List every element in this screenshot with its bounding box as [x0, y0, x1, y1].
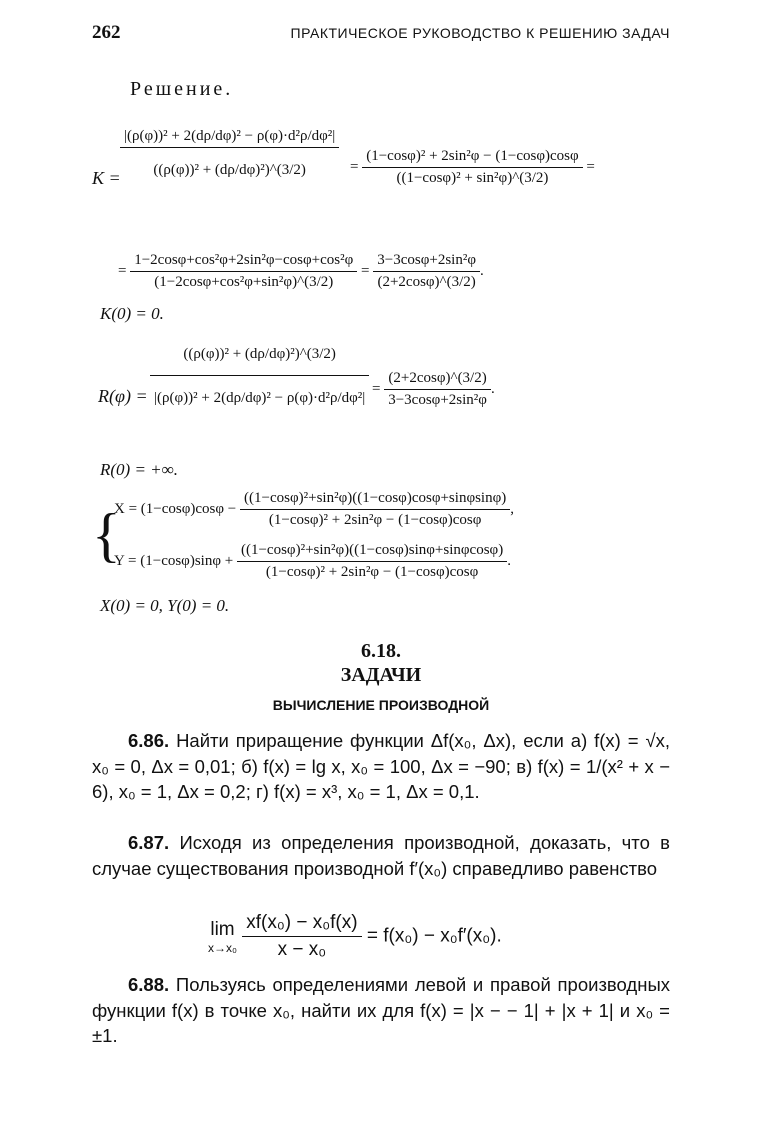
x-denominator: (1−cosφ)² + 2sin²φ − (1−cosφ)cosφ	[240, 509, 510, 529]
limit-numerator: xf(x₀) − x₀f(x)	[246, 912, 358, 933]
k-label: K =	[92, 168, 121, 188]
limit-formula	[208, 912, 502, 961]
task-6-88	[92, 972, 670, 1049]
eq-sign: =	[350, 158, 359, 175]
k-numerator-expanded: 1−2cosφ+cos²φ+2sin²φ−cosφ+cos²φ	[134, 252, 354, 268]
task-6-86-text: Найти приращение функции Δf(x₀, Δx), если а) f(x) = √x, x₀ = 0, Δx = 0,01; б) f(x) = lg x, x₀ = 100, Δx = −90; в) f(x) = 1/(x² + x − 6), x₀ = 1, Δx = 0,2; г) f(x) = x³, x₀ = 1, Δx = 0,1.	[92, 730, 670, 802]
r-denominator-general: |(ρ(φ))² + 2(dρ/dφ)² − ρ(φ)·d²ρ/dφ²|	[150, 375, 369, 407]
task-6-86	[92, 728, 670, 805]
section-title: ЗАДАЧИ	[340, 664, 422, 686]
r-fraction-general	[150, 346, 369, 407]
x-lhs: X = (1−cosφ)cosφ −	[114, 500, 237, 517]
k-fraction-specific	[350, 148, 595, 187]
limit-denominator: x − x₀	[242, 936, 361, 961]
section-subtitle: ВЫЧИСЛЕНИЕ ПРОИЗВОДНОЙ	[272, 697, 490, 713]
r-numerator-general: ((ρ(φ))² + (dρ/dφ)²)^(3/2)	[183, 346, 336, 362]
task-6-87-number: 6.87.	[128, 832, 170, 853]
task-6-87-text: Исходя из определения производной, доказать, что в случае существования производной f′(x₀) справедливо равенство	[92, 832, 671, 879]
k-denominator-final: (2+2cosφ)^(3/2)	[373, 271, 480, 291]
eq-sign: =	[586, 158, 595, 175]
r-numerator-specific: (2+2cosφ)^(3/2)	[388, 370, 487, 386]
r-label: R(φ) =	[98, 386, 148, 406]
x-numerator: ((1−cosφ)²+sin²φ)((1−cosφ)cosφ+sinφsinφ)	[244, 490, 507, 506]
y-denominator: (1−cosφ)² + 2sin²φ − (1−cosφ)cosφ	[237, 561, 507, 581]
eq-sign: =	[118, 262, 127, 279]
k-at-zero: K(0) = 0.	[100, 304, 164, 323]
k-denominator-specific: ((1−cosφ)² + sin²φ)^(3/2)	[362, 167, 582, 187]
r-at-zero: R(0) = +∞.	[100, 460, 179, 479]
eq-sign: =	[372, 380, 381, 397]
eq-sign: =	[361, 262, 370, 279]
y-lhs: Y = (1−cosφ)sinφ +	[114, 552, 234, 569]
k-numerator-final: 3−3cosφ+2sin²φ	[377, 252, 476, 268]
limit-rhs: = f(x₀) − x₀f′(x₀).	[366, 925, 502, 947]
section-number: 6.18.	[361, 640, 401, 662]
lim-word: lim	[210, 918, 235, 940]
k-denominator-expanded: (1−2cosφ+cos²φ+sin²φ)^(3/2)	[130, 271, 357, 291]
task-6-87	[92, 830, 670, 881]
x-equation: X = (1−cosφ)cosφ − $\frac{\text{((1−cosφ)²+sin²φ)((1−cosφ)cosφ+sinφsinφ)}}{\text{(1−cosφ)² + 2sin²φ − (1−cosφ)cosφ}}$ ,	[114, 490, 515, 528]
page-header	[92, 22, 670, 52]
solution-label: Решение.	[130, 78, 234, 100]
task-6-88-number: 6.88.	[128, 974, 170, 995]
lim-subscript: x→x₀	[208, 940, 237, 955]
system-brace: {	[92, 502, 121, 568]
k-fraction-general	[120, 128, 339, 179]
y-numerator: ((1−cosφ)²+sin²φ)((1−cosφ)sinφ+sinφcosφ)	[240, 542, 504, 558]
page-number: 262	[92, 22, 121, 43]
task-6-88-text: Пользуясь определениями левой и правой производных функции f(x) в точке x₀, найти их для f(x) = |x − − 1| + |x + 1| и x₀ = ±1.	[92, 974, 670, 1046]
k-denominator-general: ((ρ(φ))² + (dρ/dφ)²)^(3/2)	[120, 147, 339, 179]
k-numerator-general: |(ρ(φ))² + 2(dρ/dφ)² − ρ(φ)·d²ρ/dφ²|	[124, 128, 336, 144]
task-6-86-number: 6.86.	[128, 730, 170, 751]
r-denominator-specific: 3−3cosφ+2sin²φ	[384, 389, 491, 409]
y-equation: Y = (1−cosφ)sinφ + $\frac{\text{((1−cosφ)²+sin²φ)((1−cosφ)sinφ+sinφcosφ)}}{\text{(1−cosφ)² + 2sin²φ − (1−cosφ)cosφ}}$ .	[114, 542, 511, 580]
k-numerator-specific: (1−cosφ)² + 2sin²φ − (1−cosφ)cosφ	[366, 148, 579, 164]
running-title: ПРАКТИЧЕСКОЕ РУКОВОДСТВО К РЕШЕНИЮ ЗАДАЧ	[290, 25, 670, 41]
xy-at-zero: X(0) = 0, Y(0) = 0.	[100, 596, 230, 615]
k-simplified: = $\frac{\text{1−2cosφ+cos²φ+2sin²φ−cosφ+cos²φ}}{\text{(1−2cosφ+cos²φ+sin²φ)\textasciicircum{}(3/2)}}$ = $\frac{\text{3−3cosφ+2sin²φ}}{(2+2\cos\varphi)\^{}(3/2)}$ .	[118, 252, 484, 290]
r-fraction-specific: = $\frac{(2+2\cos\varphi)\^{}(3/2)}{\text{3−3cosφ+2sin²φ}}$ .	[372, 370, 495, 408]
